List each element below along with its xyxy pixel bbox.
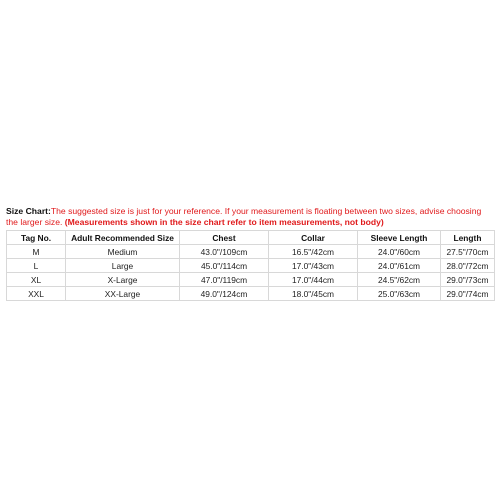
- cell-sleeve-length: 24.5"/62cm: [358, 273, 441, 287]
- cell-adult-size: XX-Large: [66, 287, 180, 301]
- cell-length: 29.0"/74cm: [441, 287, 495, 301]
- size-table: [6, 230, 495, 301]
- cell-length: 28.0"/72cm: [441, 259, 495, 273]
- cell-chest: 47.0"/119cm: [180, 273, 269, 287]
- cell-chest: 45.0"/114cm: [180, 259, 269, 273]
- cell-adult-size: Medium: [66, 245, 180, 259]
- cell-length: 27.5"/70cm: [441, 245, 495, 259]
- cell-tag-no: L: [7, 259, 66, 273]
- cell-tag-no: XXL: [7, 287, 66, 301]
- cell-collar: 17.0"/43cm: [269, 259, 358, 273]
- cell-chest: 49.0"/124cm: [180, 287, 269, 301]
- cell-collar: 18.0"/45cm: [269, 287, 358, 301]
- table-row: [7, 245, 495, 259]
- column-header-chest: Chest: [180, 231, 269, 245]
- column-header-sleeve-length: Sleeve Length: [358, 231, 441, 245]
- table-row: [7, 259, 495, 273]
- table-row: [7, 287, 495, 301]
- cell-adult-size: X-Large: [66, 273, 180, 287]
- cell-sleeve-length: 25.0"/63cm: [358, 287, 441, 301]
- cell-tag-no: M: [7, 245, 66, 259]
- cell-sleeve-length: 24.0"/60cm: [358, 245, 441, 259]
- cell-adult-size: Large: [66, 259, 180, 273]
- cell-length: 29.0"/73cm: [441, 273, 495, 287]
- size-chart: [6, 206, 494, 301]
- size-chart-intro: [6, 206, 494, 228]
- size-chart-measurement-note: (Measurements shown in the size chart refer to item measurements, not body): [64, 217, 384, 227]
- size-chart-note: The suggested size is just for your reference. If your measurement is floating between two sizes, advise choosing the larger size.: [6, 206, 482, 227]
- cell-sleeve-length: 24.0"/61cm: [358, 259, 441, 273]
- size-chart-heading: Size Chart:: [6, 206, 51, 216]
- cell-tag-no: XL: [7, 273, 66, 287]
- column-header-collar: Collar: [269, 231, 358, 245]
- column-header-adult-size: Adult Recommended Size: [66, 231, 180, 245]
- column-header-length: Length: [441, 231, 495, 245]
- table-header-row: [7, 231, 495, 245]
- column-header-tag-no: Tag No.: [7, 231, 66, 245]
- cell-collar: 17.0"/44cm: [269, 273, 358, 287]
- table-row: [7, 273, 495, 287]
- cell-chest: 43.0"/109cm: [180, 245, 269, 259]
- cell-collar: 16.5"/42cm: [269, 245, 358, 259]
